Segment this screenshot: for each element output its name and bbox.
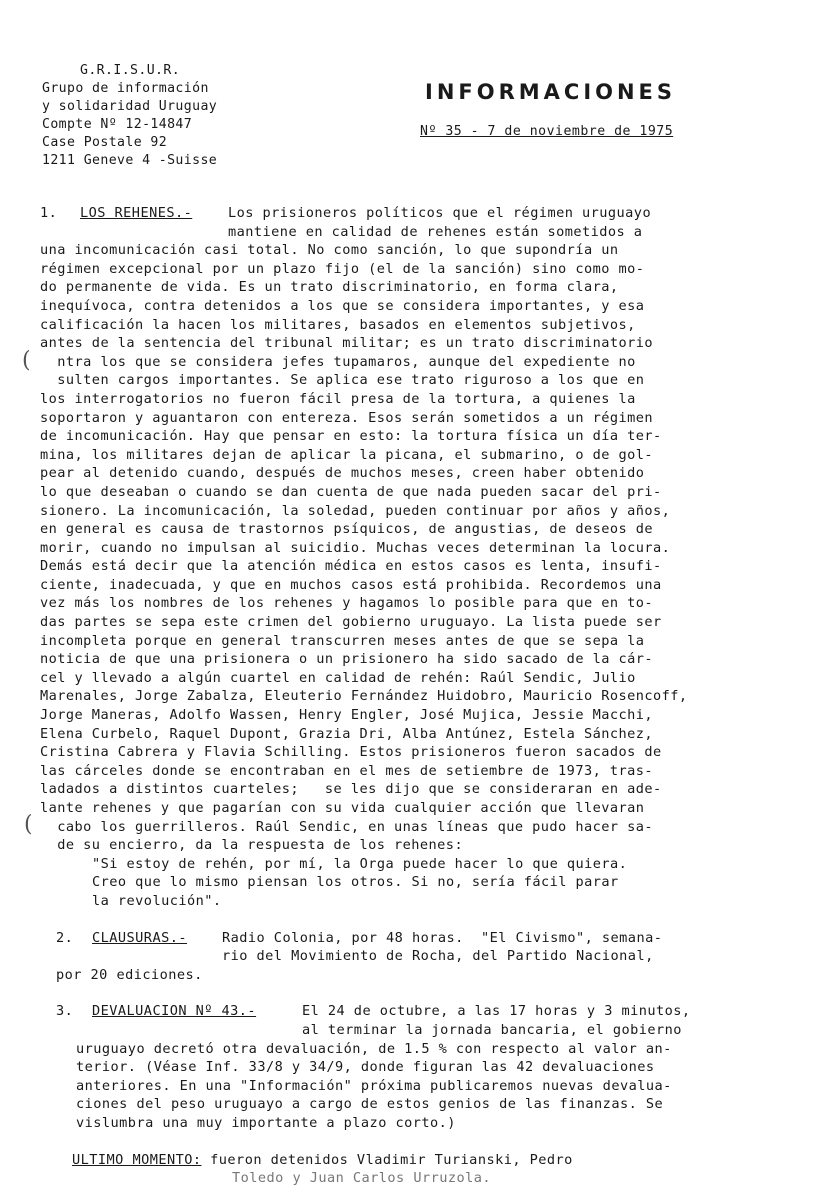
section-clausuras (40, 929, 810, 985)
paragraph-line: mantiene en calidad de rehenes están sometidos a (228, 223, 643, 240)
paragraph-line: soportaron y aguantaron con entereza. Esos serán sometidos a un régimen (40, 409, 654, 426)
last-minute-heading: ULTIMO MOMENTO: (72, 1151, 202, 1168)
paragraph-line: Demás está decir que la atención médica en estos casos es lenta, insufi- (40, 558, 662, 575)
account-number: Compte Nº 12-14847 (42, 117, 193, 132)
paragraph-line: antes de la sentencia del tribunal militar; es un trato discriminatorio (40, 335, 654, 352)
paragraph-line: Elena Curbelo, Raquel Dupont, Grazia Dri, Alba Antúnez, Estela Sánchez, (40, 725, 654, 742)
paragraph-line: vislumbra una muy importante a plazo corto.) (76, 1114, 456, 1131)
paragraph-line: das partes se sepa este crimen del gobierno uruguayo. La lista puede ser (40, 614, 662, 631)
paragraph-line: Creo que lo mismo piensan los otros. Si no, sería fácil parar (92, 874, 619, 891)
paragraph-line: "Si estoy de rehén, por mí, la Orga puede hacer lo que quiera. (92, 855, 628, 872)
issue-date: Nº 35 - 7 de noviembre de 1975 (420, 124, 674, 139)
paragraph-line: anteriores. En una "Información" próxima publicaremos nuevas devalua- (76, 1077, 672, 1094)
org-name: Grupo de información (42, 81, 209, 96)
paragraph-line: Los prisioneros políticos que el régimen uruguayo (228, 205, 652, 221)
paragraph-line: ciones del peso uruguayo a cargo de estos genios de las finanzas. Se (76, 1096, 664, 1113)
paragraph-line: inequívoca, contra detenidos a los que se considera importantes, y esa (40, 297, 645, 314)
section-heading: CLAUSURAS.- (92, 929, 187, 946)
paragraph-line: uruguayo decretó otra devaluación, de 1.5 % con respecto al valor an- (76, 1040, 672, 1057)
paragraph-line: morir, cuando no impulsan al suicidio. Muchas veces determinan la locura. (40, 539, 671, 556)
sendic-quote (40, 855, 810, 911)
paragraph-line: calificación la hacen los militares, basados en elementos subjetivos, (40, 316, 636, 333)
paragraph-line: rio del Movimiento de Rocha, del Partido Nacional, (222, 948, 654, 965)
paragraph-line: ntra los que se considera jefes tupamaros, aunque del expediente no (40, 353, 636, 370)
paragraph-line: pear al detenido cuando, después de muchos meses, creen haber obtenido (40, 465, 645, 482)
paragraph-line: Radio Colonia, por 48 horas. "El Civismo", semana- (222, 929, 663, 946)
section-rehenes (40, 204, 810, 911)
paragraph-line: las cárceles donde se encontraban en el mes de setiembre de 1973, tras- (40, 762, 654, 779)
paragraph-line: la revolución". (92, 892, 222, 909)
document-title: INFORMACIONES (425, 80, 677, 104)
paragraph-line: de su encierro, da la respuesta de los rehenes: (40, 837, 464, 854)
section-number: 2. (56, 929, 74, 946)
paragraph-line: los interrogatorios no fueron fácil presa de la tortura, a quienes la (40, 390, 636, 407)
margin-bracket-mark: ( (22, 348, 31, 373)
last-minute-text: fueron detenidos Vladimir Turianski, Pedro (210, 1151, 573, 1168)
paragraph-lines (40, 966, 810, 985)
paragraph-line: Cristina Cabrera y Flavia Schilling. Estos prisioneros fueron sacados de (40, 744, 662, 761)
paragraph-line: Marenales, Jorge Zabalza, Eleuterio Fernández Huidobro, Mauricio Rosencoff, (40, 688, 688, 705)
paragraph-line: al terminar la jornada bancaria, el gobierno (302, 1021, 682, 1038)
paragraph-line: El 24 de octubre, a las 17 horas y 3 minutos, (302, 1003, 691, 1020)
paragraph-line: do permanente de vida. Es un trato discriminatorio, en forma clara, (40, 279, 619, 296)
paragraph-line: lante rehenes y que pagarían con su vida cualquier acción que llevaran (40, 800, 645, 816)
paragraph-line: mina, los militares dejan de aplicar la picana, el submarino, o de gol- (40, 446, 654, 463)
paragraph-lines (40, 241, 810, 855)
postal-box: Case Postale 92 (42, 135, 168, 150)
paragraph-line: de incomunicación. Hay que pensar en esto: la tortura física un día ter- (40, 428, 662, 445)
margin-bracket-mark: ( (24, 812, 33, 837)
paragraph-line: régimen excepcional por un plazo fijo (el de la sanción) sino como mo- (40, 260, 645, 277)
paragraph-line: sionero. La incomunicación, la soledad, pueden continuar por años y años, (40, 502, 671, 519)
paragraph-line: vez más los nombres de los rehenes y hagamos lo posible para que en to- (40, 595, 654, 612)
paragraph-line: una incomunicación casi total. No como sanción, lo que supondría un (40, 242, 619, 259)
paragraph-line: cabo los guerrilleros. Raúl Sendic, en unas líneas que pudo hacer sa- (40, 818, 654, 835)
section-number: 1. (40, 205, 58, 221)
paragraph-lines (40, 1040, 810, 1133)
paragraph-line: terior. (Véase Inf. 33/8 y 34/9, donde figuran las 42 devaluaciones (76, 1059, 655, 1076)
paragraph-line: cel y llevado a algún cuartel en calidad de rehén: Raúl Sendic, Julio (40, 669, 636, 686)
sender-address-block (42, 62, 217, 170)
paragraph-line: por 20 ediciones. (56, 966, 203, 983)
org-acronym: G.R.I.S.U.R. (80, 63, 181, 78)
paragraph-line: Jorge Maneras, Adolfo Wassen, Henry Engler, José Mujica, Jessie Macchi, (40, 707, 654, 724)
paragraph-line: noticia de que una prisionera o un prisionero ha sido sacado de la cár- (40, 651, 654, 668)
city-address: 1211 Geneve 4 -Suisse (42, 153, 218, 168)
section-number: 3. (56, 1003, 74, 1020)
org-name-line-2: y solidaridad Uruguay (42, 99, 218, 114)
last-minute-note (40, 1151, 810, 1188)
paragraph-line: ladados a distintos cuarteles; se les dijo que se consideraran en ade- (40, 781, 662, 798)
section-devaluacion (40, 1002, 810, 1132)
paragraph-line: sulten cargos importantes. Se aplica ese trato riguroso a los que en (40, 372, 645, 389)
section-heading: LOS REHENES.- (80, 205, 193, 221)
paragraph-line: incompleta porque en general transcurren meses antes de que se sepa la (40, 632, 645, 649)
section-heading: DEVALUACION Nº 43.- (92, 1003, 257, 1020)
paragraph-line: lo que deseaban o cuando se dan cuenta de que nada pueden sacar del pri- (40, 483, 662, 500)
last-minute-text-faded: Toledo y Juan Carlos Urruzola. (232, 1170, 492, 1187)
paragraph-line: ciente, inadecuada, y que en muchos casos está prohibida. Recordemos una (40, 576, 662, 593)
document-body (40, 204, 810, 1188)
paragraph-line: en general es causa de trastornos psíquicos, de angustias, de deseos de (40, 521, 654, 538)
